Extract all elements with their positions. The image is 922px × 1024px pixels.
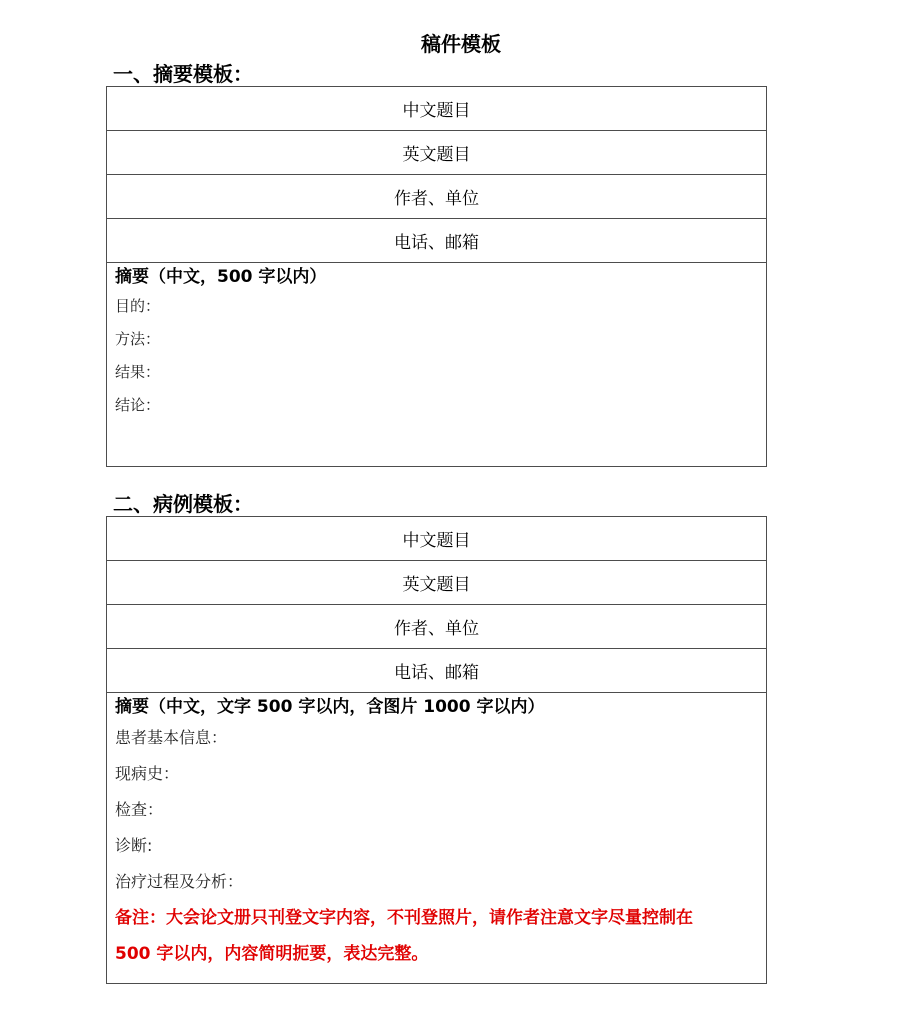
field-present-illness: 现病史： xyxy=(115,764,180,783)
section-heading-abstract-template: 一、摘要模板： xyxy=(113,62,253,86)
field-treatment-analysis: 治疗过程及分析： xyxy=(115,872,244,891)
abstract-cell xyxy=(107,693,766,972)
form-row-chinese-title: 中文题目 xyxy=(107,87,766,131)
form-row-phone-email: 电话、邮箱 xyxy=(107,649,766,693)
field-diagnosis: 诊断: xyxy=(115,836,153,855)
note-line-1: 备注：大会论文册只刊登文字内容，不刊登照片，请作者注意文字尽量控制在 xyxy=(115,908,693,928)
abstract-title: 摘要（中文，500 字以内） xyxy=(115,267,327,287)
field-methods: 方法： xyxy=(115,330,161,348)
form-row-author-affiliation: 作者、单位 xyxy=(107,605,766,649)
form-row-phone-email: 电话、邮箱 xyxy=(107,219,766,263)
form-row-author-affiliation: 作者、单位 xyxy=(107,175,766,219)
section-heading-case-template: 二、病例模板： xyxy=(113,492,253,516)
form-row-english-title: 英文题目 xyxy=(107,131,766,175)
form-row-english-title: 英文题目 xyxy=(107,561,766,605)
field-conclusion: 结论： xyxy=(115,396,161,414)
document-title: 稿件模板 xyxy=(421,32,501,56)
field-objective: 目的： xyxy=(115,297,161,315)
field-results: 结果： xyxy=(115,363,161,381)
abstract-template-form xyxy=(106,86,767,467)
abstract-title: 摘要（中文，文字 500 字以内，含图片 1000 字以内） xyxy=(115,697,545,717)
field-patient-info: 患者基本信息： xyxy=(115,728,228,747)
note-line-2: 500 字以内，内容简明扼要，表达完整。 xyxy=(115,944,429,964)
field-examination: 检查： xyxy=(115,800,164,819)
abstract-cell xyxy=(107,263,766,422)
case-template-form xyxy=(106,516,767,984)
form-row-chinese-title: 中文题目 xyxy=(107,517,766,561)
